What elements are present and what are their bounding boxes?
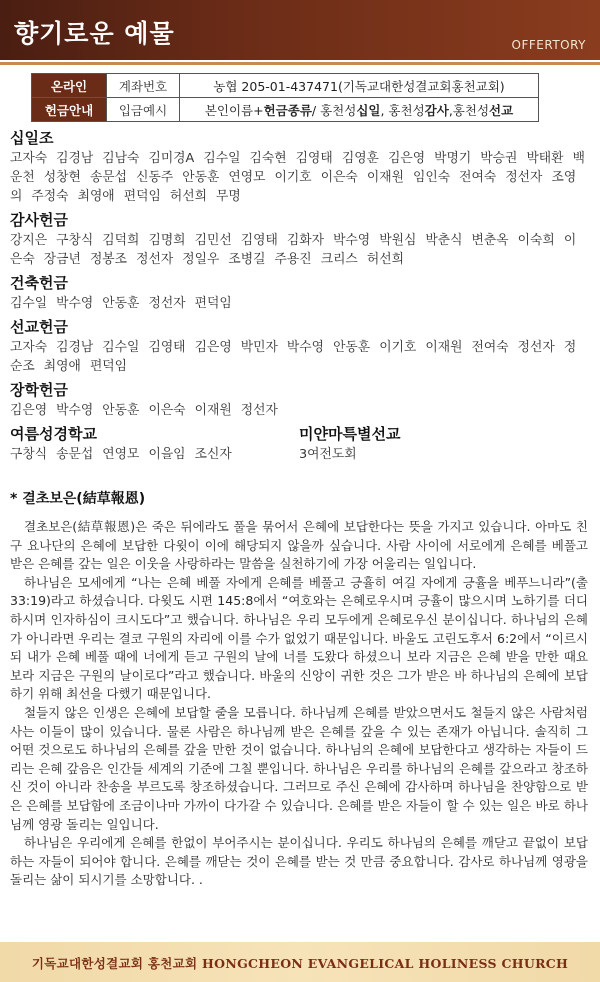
section-title: 여름성경학교 — [10, 425, 97, 443]
section-building — [10, 272, 588, 313]
church-name: 기독교대한성결교회 홍천교회 HONGCHEON EVANGELICAL HOLINESS CHURCH — [31, 956, 569, 971]
section-scholarship — [10, 379, 588, 420]
section-title: 장학헌금 — [10, 381, 68, 399]
section-names: 김은영 박수영 안동훈 이은숙 이재원 정선자 — [10, 403, 278, 418]
header-divider — [0, 62, 600, 65]
section-names: 고자숙 김경남 김남숙 김미경A 김수일 김숙현 김영태 김영훈 김은영 박명기 박승권 박태환 백운천 성창현 송문섭 신동주 안동훈 연영모 이기호 이은숙 이재원 임인숙 전여숙 정선자 조영의 주정숙 최영애 편덕임 허선희 무명 — [10, 151, 585, 204]
section-title: 선교헌금 — [10, 318, 68, 336]
account-key: 계좌번호 — [107, 74, 180, 98]
section-title: 미얀마특별선교 — [299, 425, 401, 443]
section-title: 십일조 — [10, 129, 54, 147]
section-names: 구창식 송문섭 연영모 이을임 조신자 — [10, 447, 232, 462]
section-tithe — [10, 127, 588, 206]
essay-paragraph: 하나님은 모세에게 “나는 은혜 베풀 자에게 은혜를 베풀고 긍휼히 여길 자에게 긍휼을 베푸느니라”(출 33:19)라고 하셨습니다. 다윗도 시편 145:8에서 “여호와는 은혜로우시며 긍휼이 많으시며 노하기를 더디 하시며 인자하심이 크시도다”고 했습니다. 하나님은 우리 모두에게 은혜로우신 분이십니다. 하나님의 은혜가 아니라면 우리는 결코 구원의 자리에 이를 수가 없었기 때문입니다. 바울도 고린도후서 6:2에서 “이르시되 내가 은혜 베풀 때에 너에게 듣고 구원의 날에 너를 도왔다 하셨으니 보라 지금은 은혜 받을 만한 때요 보라 지금은 구원의 날이로다”라고 했습니다. 바울의 신앙이 귀한 것은 그가 받은 바 하나님의 은혜에 보답하기 위해 최선을 다했기 때문입니다. — [10, 574, 588, 702]
section-myanmar-mission — [299, 420, 588, 464]
section-vbs — [10, 420, 299, 464]
essay-paragraph: 하나님은 우리에게 은혜를 한없이 부어주시는 분이십니다. 우리도 하나님의 은혜를 깨닫고 끝없이 보답하는 자들이 되어야 합니다. 은혜를 깨닫는 것이 은혜를 받는 것 만큼 중요합니다. 감사로 하나님께 영광을 돌리는 삶이 되시기를 소망합니다. . — [10, 835, 588, 888]
account-value: 농협 205-01-437471(기독교대한성결교회홍천교회) — [180, 74, 539, 98]
section-names: 3여전도회 — [299, 447, 357, 462]
offering-guide-label: 헌금안내 — [32, 98, 107, 122]
essay-paragraph: 결초보은(結草報恩)은 죽은 뒤에라도 풀을 묶어서 은혜에 보답한다는 뜻을 가지고 있습니다. 아마도 친구 요나단의 은혜에 보답한 다윗이 이에 해당되지 않을까 싶습니다. 사람 사이에 서로에게 은혜를 베풀고 받은 은혜를 갚는 일은 이웃을 사랑하라는 말씀을 실천하기에 가장 어울리는 일입니다. — [10, 519, 588, 572]
section-title: 건축헌금 — [10, 274, 68, 292]
section-names: 강지은 구창식 김덕희 김명희 김민선 김영태 김화자 박수영 박원심 박춘식 변춘옥 이숙희 이은숙 장금년 정봉조 정선자 정일우 조병길 주용진 크리스 허선희 — [10, 233, 577, 267]
page-subtitle: OFFERTORY — [511, 38, 586, 52]
special-offerings — [10, 420, 588, 464]
offering-lists — [10, 124, 588, 464]
page-header — [0, 0, 600, 60]
page-footer — [0, 942, 600, 982]
deposit-example-key: 입금예시 — [107, 98, 180, 122]
deposit-example-value: 본인이름+헌금종류/ 홍천성십일, 홍천성감사,홍천성선교 — [180, 98, 539, 122]
section-thanksgiving — [10, 209, 588, 269]
online-offering-table — [31, 73, 539, 122]
section-mission — [10, 316, 588, 376]
section-names: 김수일 박수영 안동훈 정선자 편덕임 — [10, 296, 232, 311]
essay — [10, 488, 588, 890]
page-title: 향기로운 예물 — [14, 19, 175, 48]
essay-paragraph: 철들지 않은 인생은 은혜에 보답할 줄을 모릅니다. 하나님께 은혜를 받았으면서도 철들지 않은 사람처럼 사는 이들이 많이 있습니다. 물론 사람은 하나님께 받은 은혜를 갚을 수 있는 존재가 아닙니다. 솔직히 그 어떤 것으로도 하나님의 은혜를 갚을 만한 것이 없습니다. 하나님의 은혜에 보답한다고 생각하는 자들이 드리는 은혜 갚음은 인간들 세계의 기준에 그칠 뿐입니다. 하나님은 우리를 하나님의 은혜를 갚으라고 창조하신 것이 아니라 찬송을 부르도록 창조하셨습니다. 그러므로 주신 은혜에 감사하며 하나님을 찬양함으로 받은 은혜를 보답함에 조금이나마 가까이 다가갈 수 있습니다. 은혜를 받은 자들이 할 수 있는 일은 바로 하나님께 영광 돌리는 일입니다. — [10, 704, 588, 832]
online-label: 온라인 — [32, 74, 107, 98]
section-names: 고자숙 김경남 김수일 김영태 김은영 박민자 박수영 안동훈 이기호 이재원 전여숙 정선자 정순조 최영애 편덕임 — [10, 340, 577, 374]
essay-title: * 결초보은(結草報恩) — [10, 491, 146, 507]
section-title: 감사헌금 — [10, 211, 68, 229]
